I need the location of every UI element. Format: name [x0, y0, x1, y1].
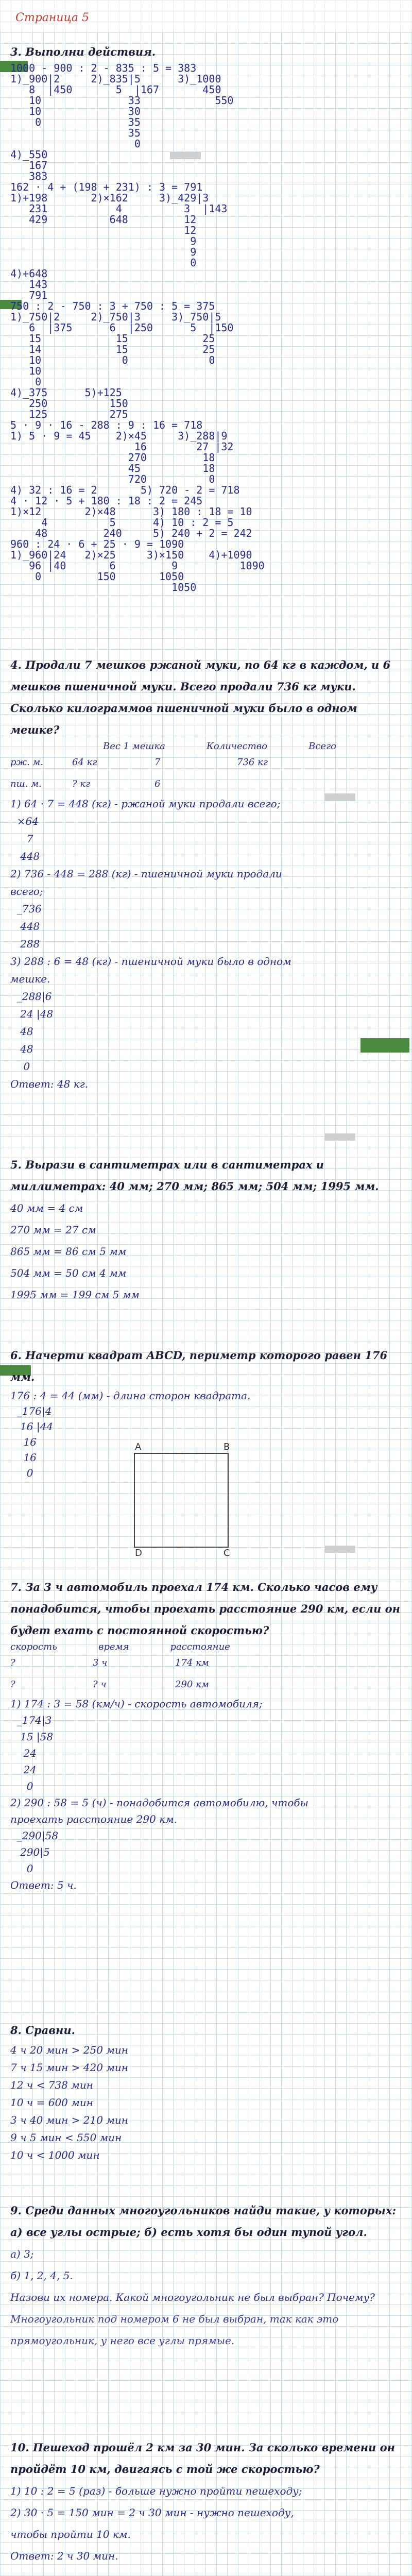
- solution-line: 24: [10, 1747, 37, 1759]
- solution-line: 12 ч < 738 мин: [10, 2079, 93, 2091]
- task-solution: [10, 795, 405, 1093]
- task-solution: [10, 63, 405, 593]
- question-text: Назови их номера. Какой многоугольник не был выбран? Почему?: [10, 2291, 375, 2303]
- solution-line: 1995 мм = 199 см 5 мм: [10, 1289, 140, 1301]
- solution-line: 0: [10, 1862, 33, 1875]
- solution-line: 1050: [10, 581, 197, 594]
- table-cell: пш. м.: [10, 778, 42, 789]
- task-4: [10, 654, 405, 1093]
- solution-line: 3) 288 : 6 = 48 (кг) - пшеничной муки было в одном: [10, 955, 291, 968]
- point-label: A: [135, 1442, 142, 1452]
- solution-line: 1000 - 900 : 2 - 835 : 5 = 383: [10, 62, 197, 74]
- table-cell: 7: [154, 757, 161, 768]
- solution-line: 8 |450 5 |167 450: [10, 83, 221, 96]
- task-solution: [10, 2041, 405, 2164]
- solution-line: 0: [10, 1780, 33, 1792]
- solution-line: 15 15 25: [10, 332, 215, 345]
- solution-line: 16 27 |32: [10, 440, 234, 453]
- solution-line: 1) 174 : 3 = 58 (км/ч) - скорость автомобиля;: [10, 1698, 263, 1710]
- solution-line: 1)×12 2)×48 3) 180 : 18 = 10: [10, 505, 252, 518]
- table-header: Вес 1 мешка: [103, 741, 165, 752]
- page-title: Страница 5: [15, 11, 90, 24]
- answer-text: Многоугольник под номером 6 не был выбран, так как это прямоугольник, у него все углы прямые.: [10, 2313, 339, 2347]
- task-solution: [10, 2480, 405, 2567]
- solution-line: 5 · 9 · 16 - 288 : 9 : 16 = 718: [10, 419, 203, 431]
- solution-line: 0 150 1050: [10, 570, 184, 583]
- table-cell: рж. м.: [10, 757, 44, 768]
- solution-line: 162 · 4 + (198 + 231) : 3 = 791: [10, 181, 203, 193]
- task-8: [10, 2020, 405, 2164]
- solution-line: 7: [10, 833, 33, 845]
- solution-line: 35: [10, 127, 141, 139]
- square-abcd: [134, 1453, 229, 1548]
- solution-line: 10: [10, 365, 42, 377]
- table-header: время: [98, 1641, 129, 1652]
- solution-line: 48: [10, 1025, 33, 1038]
- solution-line: 48: [10, 1043, 33, 1055]
- solution-line: ×64: [10, 815, 39, 827]
- solution-line: 2) 30 · 5 = 150 мин = 2 ч 30 мин - нужно пешеходу,: [10, 2506, 294, 2519]
- solution-line: 176 : 4 = 44 (мм) - длина сторон квадрата.: [10, 1389, 251, 1402]
- solution-line: 6 |375 6 |250 5 |150: [10, 321, 234, 334]
- task-title: 8. Сравни.: [10, 2024, 75, 2037]
- table-cell: 6: [154, 778, 161, 789]
- solution-line: 96 |40 6 9 1090: [10, 560, 265, 572]
- solution-line: 10 ч < 1000 мин: [10, 2149, 100, 2161]
- table-header: расстояние: [170, 1641, 230, 1652]
- solution-line: 4)_550: [10, 148, 48, 161]
- solution-line: 1)_900|2 2)_835|5 3)_1000: [10, 73, 221, 85]
- solution-line: 167: [10, 159, 48, 172]
- task-title: 6. Начерти квадрат ABCD, периметр которого равен 176 мм.: [10, 1349, 388, 1383]
- data-table: [10, 752, 405, 795]
- solution-line: 288: [10, 938, 40, 950]
- solution-line: 960 : 24 · 6 + 25 · 9 = 1090: [10, 538, 184, 550]
- table-cell: 290 км: [175, 1679, 209, 1690]
- solution-line: 250 150: [10, 397, 128, 410]
- point-label: B: [224, 1442, 230, 1452]
- table-cell: 736 кг: [237, 757, 268, 768]
- solution-line: 720 0: [10, 473, 215, 485]
- table-cell: 174 км: [175, 1657, 209, 1668]
- solution-line: Ответ: 2 ч 30 мин.: [10, 2550, 118, 2562]
- table-cell: [237, 773, 319, 795]
- table-cell: 64 кг: [72, 757, 97, 768]
- table-cell: ? кг: [72, 778, 91, 789]
- solution-line: 1)+198 2)×162 3)_429|3: [10, 192, 209, 204]
- solution-line: 3 ч 40 мин > 210 мин: [10, 2114, 128, 2126]
- solution-line: б) 1, 2, 4, 5.: [10, 2269, 73, 2282]
- solution-line: 865 мм = 86 см 5 мм: [10, 1245, 127, 1258]
- solution-line: 14 15 25: [10, 343, 215, 355]
- table-cell: ? ч: [93, 1679, 107, 1690]
- solution-line: 143: [10, 278, 48, 291]
- solution-line: 0: [10, 376, 42, 388]
- solution-line: 383: [10, 170, 48, 182]
- solution-line: _736: [10, 903, 42, 915]
- task-10: [10, 2437, 405, 2567]
- table-cell: ?: [10, 1679, 15, 1690]
- watermark-tag: [324, 1546, 355, 1553]
- table-header: Всего: [308, 741, 337, 752]
- solution-line: _290|58: [10, 1829, 59, 1842]
- task-title: 10. Пешеход прошёл 2 км за 30 мин. За сколько времени он пройдёт 10 км, двигаясь с той же скоростью?: [10, 2441, 395, 2476]
- solution-line: _176|4: [10, 1405, 52, 1417]
- solution-line: 1) 5 · 9 = 45 2)×45 3)_288|9: [10, 430, 228, 442]
- solution-line: мешке.: [10, 973, 50, 985]
- task-9: [10, 2200, 405, 2351]
- solution-line: 1)_960|24 2)×25 3)×150 4)+1090: [10, 549, 252, 561]
- solution-line: 10 30: [10, 105, 141, 117]
- table-headers: [10, 1641, 405, 1652]
- solution-line: проехать расстояние 290 км.: [10, 1813, 178, 1825]
- task-7: [10, 1577, 405, 1893]
- solution-line: 16 |44: [10, 1420, 54, 1433]
- solution-line: 750 : 2 - 750 : 3 + 750 : 5 = 375: [10, 300, 215, 312]
- solution-line: 40 мм = 4 см: [10, 1202, 83, 1214]
- task-5: [10, 1154, 405, 1306]
- table-header: Количество: [206, 741, 268, 752]
- solution-line: 4 ч 20 мин > 250 мин: [10, 2044, 128, 2056]
- solution-line: 429 648 12: [10, 213, 197, 226]
- solution-line: 0: [10, 1467, 33, 1479]
- solution-line: 16: [10, 1451, 37, 1464]
- solution-line: 791: [10, 289, 48, 301]
- solution-line: 270 18: [10, 451, 215, 464]
- solution-line: 4 5 4) 10 : 2 = 5: [10, 516, 234, 529]
- task-title: 3. Выполни действия.: [10, 45, 156, 58]
- solution-line: 0: [10, 1060, 30, 1073]
- solution-line: 9: [10, 246, 197, 258]
- task-title: 7. За 3 ч автомобиль проехал 174 км. Сколько часов ему понадобится, чтобы проехать расстояние 290 км, если он будет ехать с постоянной скоростью?: [10, 1581, 400, 1637]
- solution-line: 15 |58: [10, 1731, 54, 1743]
- solution-line: 448: [10, 850, 40, 862]
- task-solution: [10, 2243, 405, 2286]
- solution-line: 9 ч 5 мин < 550 мин: [10, 2131, 122, 2144]
- solution-line: 4 · 12 · 5 + 180 : 18 : 2 = 245: [10, 495, 203, 507]
- task-solution: [10, 1197, 405, 1306]
- solution-line: 12: [10, 224, 197, 236]
- solution-line: 10 ч = 600 мин: [10, 2096, 93, 2109]
- solution-line: 0 35: [10, 116, 141, 128]
- solution-line: Ответ: 5 ч.: [10, 1879, 77, 1891]
- solution-line: 4)_375 5)+125: [10, 386, 122, 399]
- solution-line: 125 275: [10, 408, 128, 420]
- data-table: [10, 1652, 405, 1696]
- solution-line: _288|6: [10, 990, 52, 1003]
- solution-line: 10 0 0: [10, 354, 215, 366]
- solution-line: 48 240 5) 240 + 2 = 242: [10, 527, 252, 539]
- solution-line: 231 4 3 |143: [10, 202, 228, 215]
- solution-line: 1) 64 · 7 = 448 (кг) - ржаной муки продали всего;: [10, 798, 281, 810]
- solution-line: 0: [10, 138, 141, 150]
- solution-line: 7 ч 15 мин > 420 мин: [10, 2061, 128, 2074]
- table-header: скорость: [10, 1641, 57, 1652]
- solution-line: 1) 10 : 2 = 5 (раз) - больше нужно пройти пешеходу;: [10, 2485, 302, 2497]
- solution-line: чтобы пройти 10 км.: [10, 2528, 131, 2540]
- solution-line: 10 33 550: [10, 94, 234, 107]
- solution-line: 45 18: [10, 462, 215, 474]
- solution-line: 2) 290 : 58 = 5 (ч) - понадобится автомобилю, чтобы: [10, 1797, 308, 1809]
- task-title: 5. Вырази в сантиметрах или в сантиметрах и миллиметрах: 40 мм; 270 мм; 865 мм; 504 мм; 1995 мм.: [10, 1158, 379, 1193]
- table-cell: ?: [10, 1657, 15, 1668]
- solution-line: 2) 736 - 448 = 288 (кг) - пшеничной муки продали: [10, 868, 282, 880]
- task-title: 9. Среди данных многоугольников найди такие, у которых: а) все углы острые; б) есть хотя бы один тупой угол.: [10, 2204, 397, 2239]
- task-title: 4. Продали 7 мешков ржаной муки, по 64 кг в каждом, и 6 мешков пшеничной муки. Всего продали 736 кг муки. Сколько килограммов пшеничной муки было в одном мешке?: [10, 658, 391, 736]
- solution-line: 290|5: [10, 1846, 50, 1858]
- table-cell: 3 ч: [93, 1657, 108, 1668]
- solution-line: Ответ: 48 кг.: [10, 1078, 89, 1090]
- solution-line: а) 3;: [10, 2248, 34, 2260]
- solution-line: всего;: [10, 885, 43, 897]
- solution-line: 0: [10, 257, 197, 269]
- solution-line: 4)+648: [10, 267, 48, 280]
- solution-line: 270 мм = 27 см: [10, 1224, 96, 1236]
- watermark-tag: [324, 1133, 355, 1141]
- solution-line: 504 мм = 50 см 4 мм: [10, 1267, 127, 1279]
- table-headers: [103, 741, 405, 752]
- solution-line: 24: [10, 1764, 37, 1776]
- solution-line: 9: [10, 235, 197, 247]
- solution-line: 448: [10, 920, 40, 933]
- solution-line: 16: [10, 1436, 37, 1448]
- solution-line: 24 |48: [10, 1008, 54, 1020]
- point-label: C: [224, 1548, 230, 1558]
- task-3: [10, 41, 405, 593]
- solution-line: 1)_750|2 2)_750|3 3)_750|5: [10, 311, 221, 323]
- point-label: D: [135, 1548, 142, 1558]
- solution-line: _174|3: [10, 1714, 52, 1726]
- solution-line: 4) 32 : 16 = 2 5) 720 - 2 = 718: [10, 484, 240, 496]
- task-solution: [10, 1696, 405, 1893]
